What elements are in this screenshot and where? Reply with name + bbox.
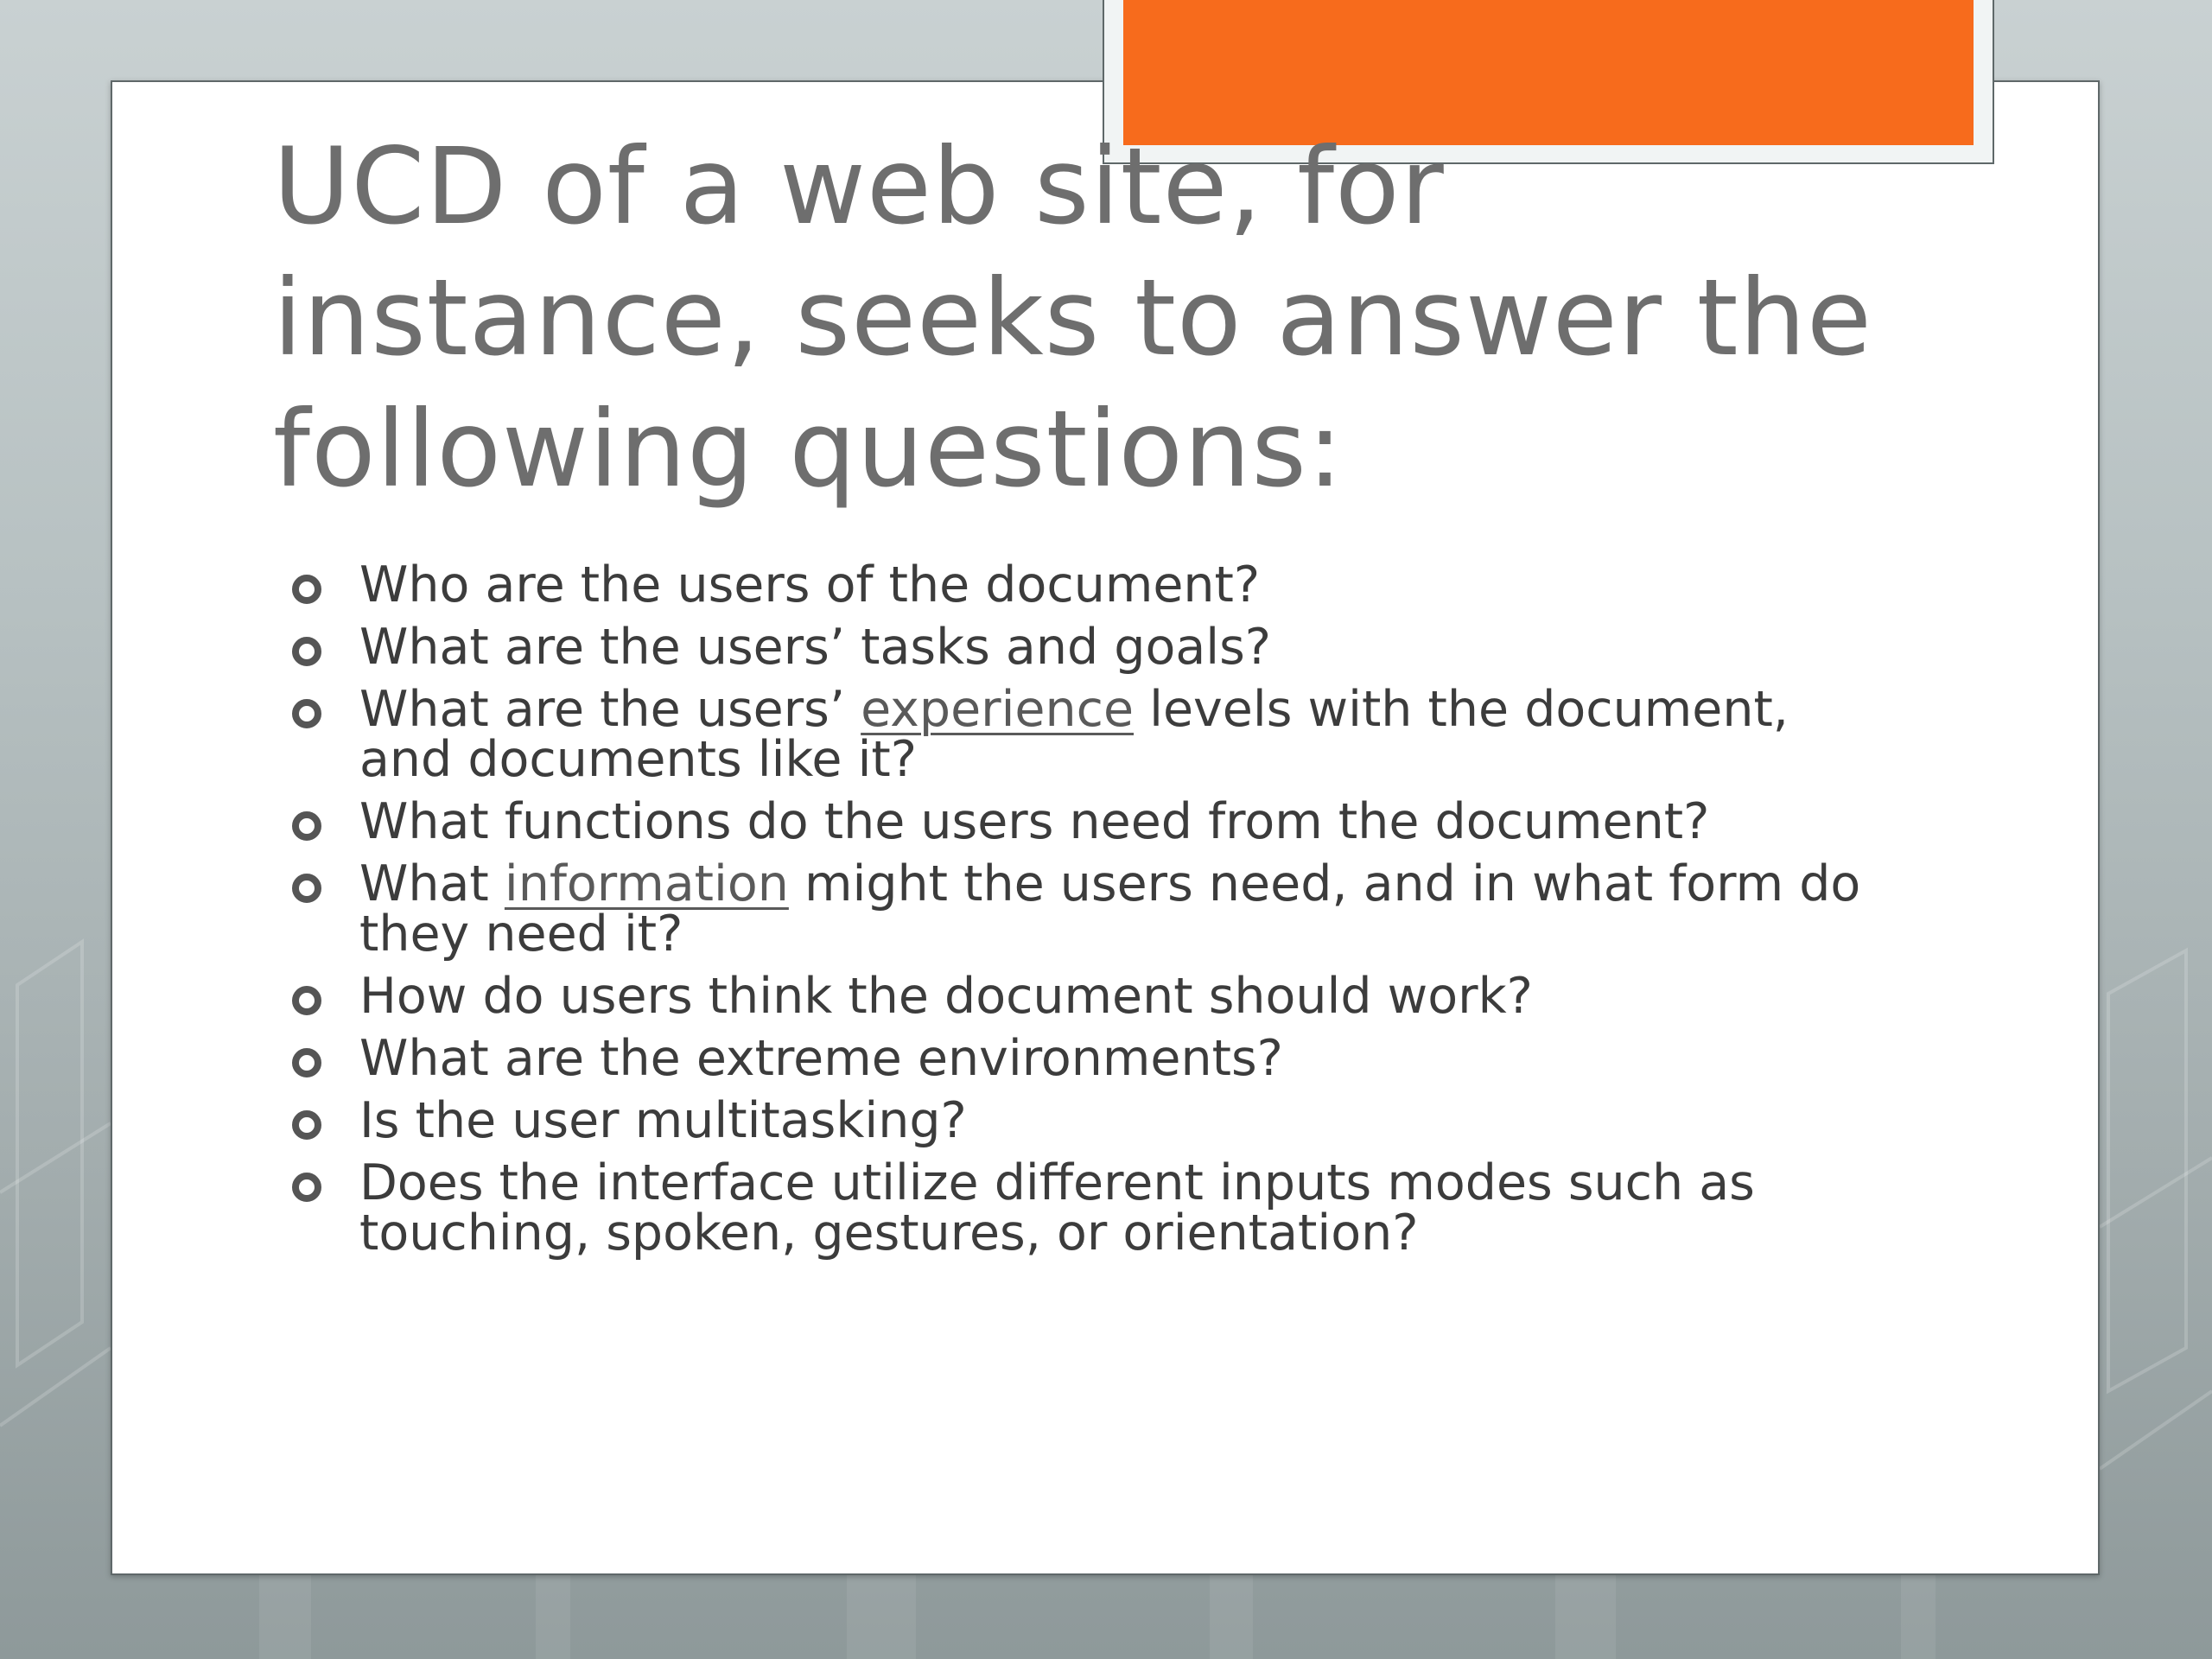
bullet-text: How do users think the document should work?: [359, 968, 1533, 1025]
bullet-item: [285, 793, 1866, 850]
bullet-text: Does the interface utilize different inputs modes such as touching, spoken, gestures, or orientation?: [359, 1154, 1755, 1262]
slide-title: UCD of a web site, for instance, seeks to answer the following questions:: [273, 125, 1872, 511]
bullet-text-after: levels with the document, and documents like it?: [359, 681, 1789, 788]
bullet-circle-icon: [292, 637, 321, 666]
bullet-circle-icon: [292, 874, 321, 903]
bullet-text: What functions do the users need from the document?: [359, 793, 1710, 850]
bullet-item: [285, 1154, 1866, 1262]
bullet-text: What are the extreme environments?: [359, 1030, 1283, 1087]
bullet-circle-icon: [292, 811, 321, 841]
bullet-circle-icon: [292, 1048, 321, 1077]
bullet-text-before: What are the users’: [359, 681, 861, 738]
bullet-circle-icon: [292, 986, 321, 1015]
bullet-circle-icon: [292, 575, 321, 604]
bullet-item: [285, 855, 1866, 963]
bullet-circle-icon: [292, 1173, 321, 1202]
bullet-item: [285, 681, 1866, 788]
information-link[interactable]: information: [504, 855, 789, 912]
bullet-item: [285, 1030, 1866, 1087]
bullet-text: What are the users’ tasks and goals?: [359, 619, 1272, 676]
bullet-circle-icon: [292, 699, 321, 728]
experience-link[interactable]: experience: [861, 681, 1135, 738]
bullet-text-before: What: [359, 855, 505, 912]
bullet-text-after: might the users need, and in what form do they need it?: [359, 855, 1861, 963]
bullet-item: [285, 968, 1866, 1025]
bullet-item: [285, 556, 1866, 613]
bullet-list: [285, 556, 1866, 1270]
bullet-text: Is the user multitasking?: [359, 1092, 967, 1149]
bullet-circle-icon: [292, 1110, 321, 1140]
bullet-item: [285, 1092, 1866, 1149]
bullet-item: [285, 619, 1866, 676]
bullet-text: Who are the users of the document?: [359, 556, 1261, 613]
